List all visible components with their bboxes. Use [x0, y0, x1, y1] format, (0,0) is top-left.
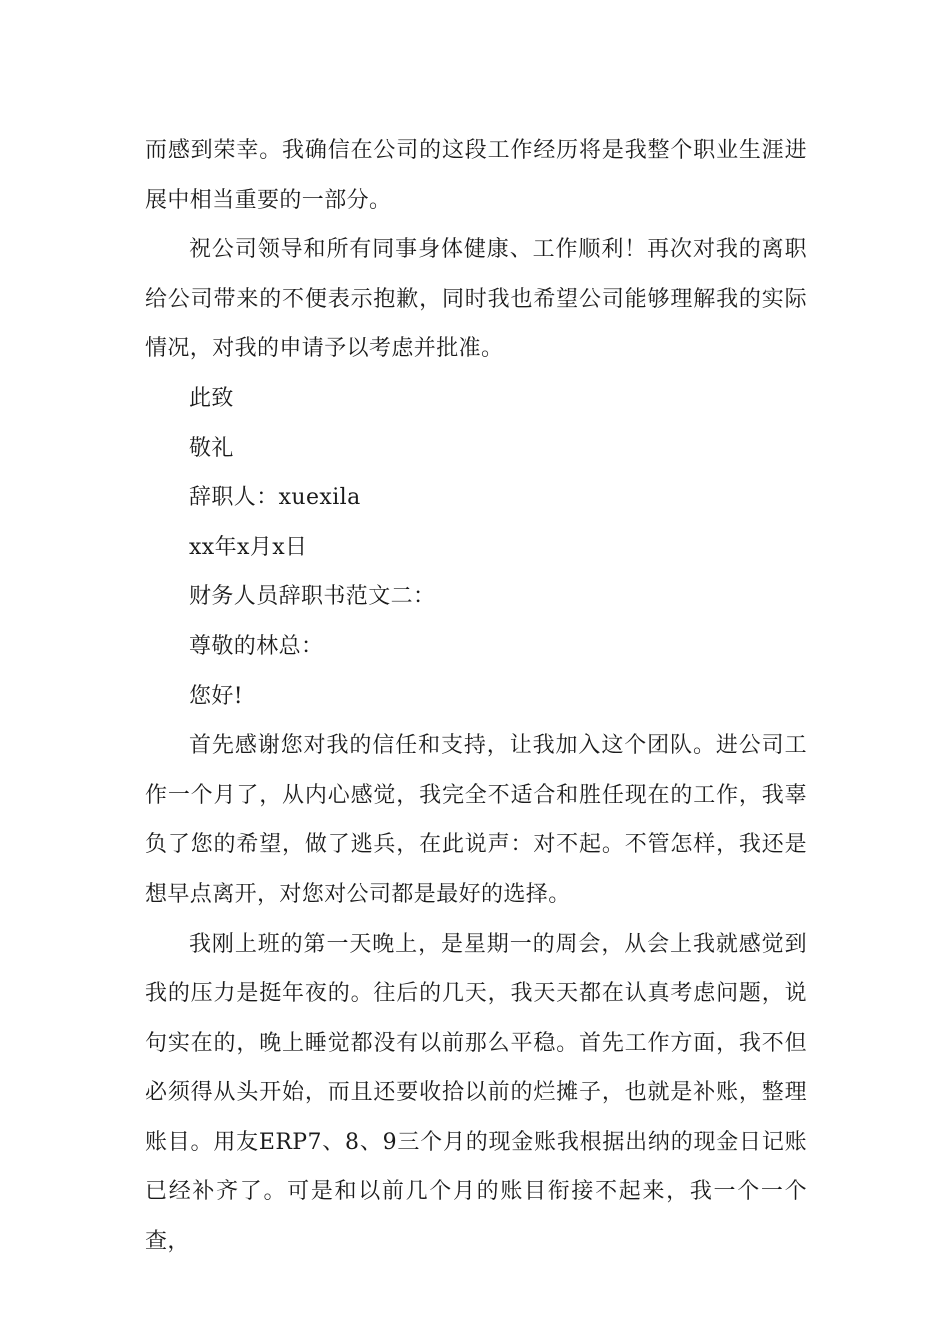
- paragraph-continuation: 而感到荣幸。我确信在公司的这段工作经历将是我整个职业生涯进展中相当重要的一部分。: [145, 138, 807, 213]
- closing-salutation: 此致: [189, 385, 234, 411]
- letter-greeting: 您好!: [189, 683, 244, 709]
- paragraph-wishes: 祝公司领导和所有同事身体健康、工作顺利！再次对我的离职给公司带来的不便表示抱歉，同时我也希望公司能够理解我的实际情况，对我的申请予以考虑并批准。: [145, 237, 807, 362]
- closing-respect: 敬礼: [189, 435, 234, 461]
- signature-line: 辞职人：xuexila: [189, 485, 361, 511]
- paragraph-work-details: 我刚上班的第一天晚上，是星期一的周会，从会上我就感觉到我的压力是挺年夜的。往后的几天，我天天都在认真考虑问题，说句实在的，晚上睡觉都没有以前那么平稳。首先工作方面，我不但必须得从头开始，而且还要收拾以前的烂摊子，也就是补账，整理账目。用友ERP7、8、9三个月的现金账我根据出纳的现金日记账已经补齐了。可是和以前几个月的账目衔接不起来，我一个一个查，: [145, 931, 807, 1255]
- date-line: xx年x月x日: [189, 534, 308, 560]
- document-body: [145, 126, 807, 1267]
- letter-greeting-recipient: 尊敬的林总：: [189, 633, 324, 659]
- paragraph-thanks: 首先感谢您对我的信任和支持，让我加入这个团队。进公司工作一个月了，从内心感觉，我完全不适合和胜任现在的工作，我辜负了您的希望，做了逃兵，在此说声：对不起。不管怎样，我还是想早点离开，对您对公司都是最好的选择。: [145, 733, 807, 907]
- section-heading: 财务人员辞职书范文二：: [189, 584, 436, 610]
